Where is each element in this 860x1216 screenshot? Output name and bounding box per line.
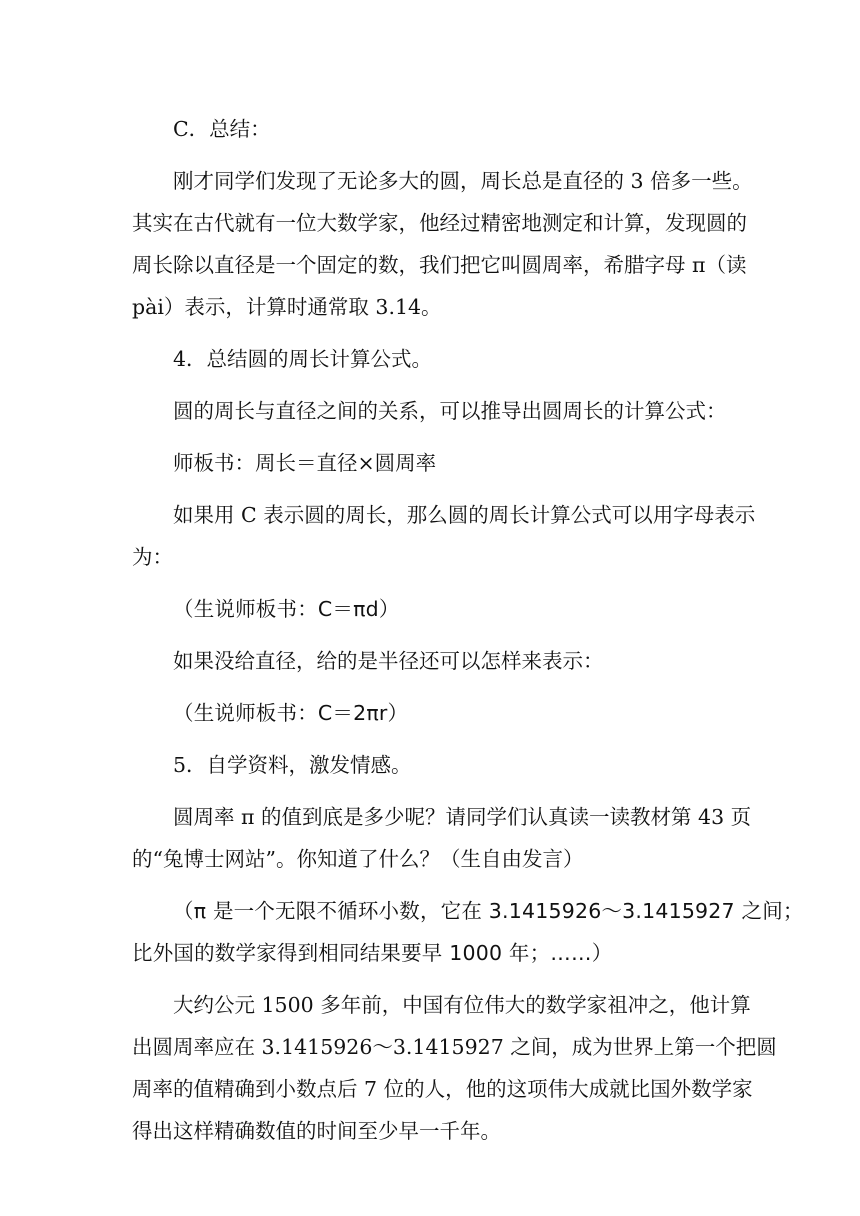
- text-line: 4．总结圆的周长计算公式。: [173, 347, 433, 371]
- relation-text: [132, 390, 732, 432]
- text-line: 得出这样精确数值的时间至少早一千年。: [132, 1119, 501, 1143]
- text-line: 如果用 C 表示圆的周长，那么圆的周长计算公式可以用字母表示: [173, 503, 756, 527]
- board-note-1: [132, 442, 732, 484]
- board-note-3: [132, 692, 732, 734]
- text-line: 师板书：周长＝直径×圆周率: [173, 451, 437, 475]
- text-line: （生说师板书：C＝2πr）: [173, 701, 409, 725]
- text-line: 比外国的数学家得到相同结果要早 1000 年；……）: [132, 941, 613, 965]
- text-line: （π 是一个无限不循环小数，它在 3.1415926～3.1415927 之间；: [173, 899, 804, 923]
- text-line: C．总结：: [173, 117, 271, 141]
- text-line: （生说师板书：C＝πd）: [173, 597, 400, 621]
- text-line: 5．自学资料，激发情感。: [173, 753, 412, 777]
- summary-body: [132, 160, 753, 328]
- step-5-heading: [132, 744, 732, 786]
- formula-intro: [132, 494, 756, 578]
- text-line: 大约公元 1500 多年前，中国有位伟大的数学家祖冲之，他计算: [173, 993, 751, 1017]
- text-line: 为：: [132, 545, 173, 569]
- zu-chongzhi: [132, 984, 777, 1152]
- pi-answer: [132, 890, 804, 974]
- text-line: 圆的周长与直径之间的关系，可以推导出圆周长的计算公式：: [173, 399, 727, 423]
- text-line: 圆周率 π 的值到底是多少呢？请同学们认真读一读教材第 43 页: [173, 805, 752, 829]
- text-line: 周率的值精确到小数点后 7 位的人，他的这项伟大成就比国外数学家: [132, 1077, 753, 1101]
- step-4-heading: [132, 338, 732, 380]
- text-line: 如果没给直径，给的是半径还可以怎样来表示：: [173, 649, 604, 673]
- text-line: 周长除以直径是一个固定的数，我们把它叫圆周率，希腊字母 π（读: [132, 253, 747, 277]
- radius-question: [132, 640, 732, 682]
- pi-question: [132, 796, 752, 880]
- text-line: 出圆周率应在 3.1415926～3.1415927 之间，成为世界上第一个把圆: [132, 1035, 777, 1059]
- text-line: pài）表示，计算时通常取 3.14。: [132, 295, 442, 319]
- text-line: 其实在古代就有一位大数学家，他经过精密地测定和计算，发现圆的: [132, 211, 747, 235]
- summary-heading: [132, 108, 732, 150]
- text-line: 的“兔博士网站”。你知道了什么？（生自由发言）: [132, 847, 584, 871]
- document-content: [132, 108, 804, 1162]
- board-note-2: [132, 588, 732, 630]
- text-line: 刚才同学们发现了无论多大的圆，周长总是直径的 3 倍多一些。: [173, 169, 753, 193]
